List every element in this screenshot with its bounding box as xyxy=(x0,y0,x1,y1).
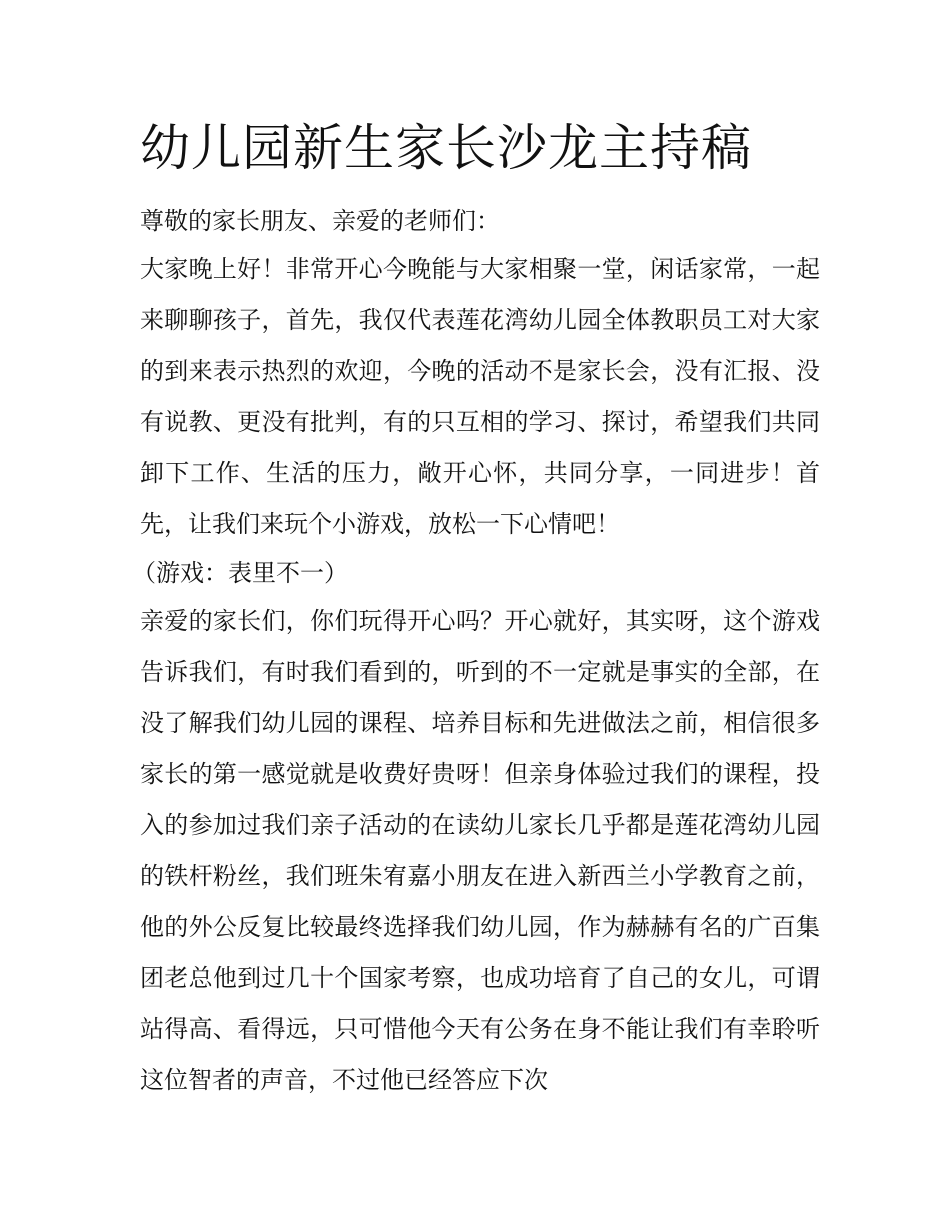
document-body xyxy=(132,198,820,1106)
greeting-paragraph: 尊敬的家长朋友、亲爱的老师们： xyxy=(140,207,500,235)
discussion-paragraph: 亲爱的家长们，你们玩得开心吗？开心就好，其实呀，这个游戏告诉我们，有时我们看到的，听到的不一定就是事实的全部，在没了解我们幼儿园的课程、培养目标和先进做法之前，相信很多家长的第一感觉就是收费好贵呀！但亲身体验过我们的课程，投入的参加过我们亲子活动的在读幼儿家长几乎都是莲花湾幼儿园的铁杆粉丝，我们班朱宥嘉小朋友在进入新西兰小学教育之前，他的外公反复比较最终选择我们幼儿园，作为赫赫有名的广百集团老总他到过几十个国家考察，也成功培育了自己的女儿，可谓站得高、看得远，只可惜他今天有公务在身不能让我们有幸聆听这位智者的声音，不过他已经答应下次 xyxy=(140,607,820,1094)
document-title: 幼儿园新生家长沙龙主持稿 xyxy=(140,119,752,177)
opening-paragraph: 大家晚上好！非常开心今晚能与大家相聚一堂，闲话家常，一起来聊聊孩子，首先，我仅代表莲花湾幼儿园全体教职员工对大家的到来表示热烈的欢迎，今晚的活动不是家长会，没有汇报、没有说教、更没有批判，有的只互相的学习、探讨，希望我们共同卸下工作、生活的压力，敞开心怀，共同分享，一同进步！首先，让我们来玩个小游戏，放松一下心情吧！ xyxy=(140,255,820,538)
game-note-paragraph: （游戏：表里不一） xyxy=(132,559,348,587)
